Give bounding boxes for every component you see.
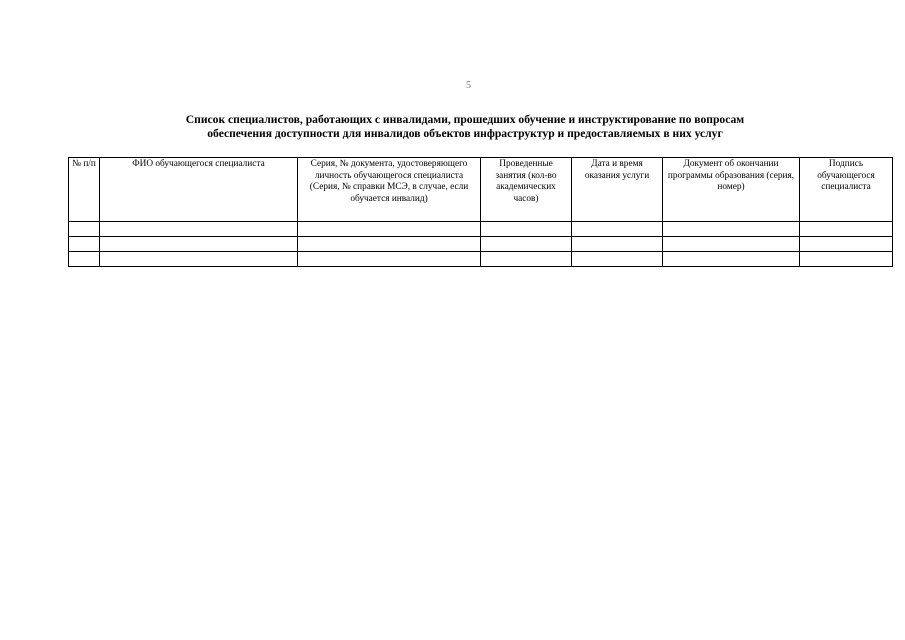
table-row [69, 237, 893, 252]
document-title-line-1: Список специалистов, работающих с инвалидами, прошедших обучение и инструктирование по вопросам [185, 113, 745, 126]
table-cell[interactable] [800, 237, 893, 252]
table-cell[interactable] [100, 222, 298, 237]
header-signature: Подпись обучающегося специалиста [800, 158, 893, 222]
table-cell[interactable] [800, 222, 893, 237]
header-name: ФИО обучающегося специалиста [100, 158, 298, 222]
table-cell[interactable] [69, 237, 100, 252]
table-cell[interactable] [100, 252, 298, 267]
table-cell[interactable] [481, 252, 572, 267]
table-cell[interactable] [298, 222, 481, 237]
header-datetime: Дата и время оказания услуги [572, 158, 663, 222]
document-title [60, 113, 870, 141]
table-cell[interactable] [663, 222, 800, 237]
table-cell[interactable] [572, 237, 663, 252]
table-cell[interactable] [298, 252, 481, 267]
table-row [69, 252, 893, 267]
specialists-table [68, 157, 893, 267]
table-cell[interactable] [69, 252, 100, 267]
header-num: № п/п [69, 158, 100, 222]
table-cell[interactable] [800, 252, 893, 267]
header-hours: Проведенные занятия (кол-во академических часов) [481, 158, 572, 222]
table-cell[interactable] [572, 222, 663, 237]
table-header-row [69, 158, 893, 222]
table-cell[interactable] [572, 252, 663, 267]
page-number: 5 [466, 80, 471, 91]
table-cell[interactable] [481, 237, 572, 252]
table-cell[interactable] [298, 237, 481, 252]
document-title-line-2: обеспечения доступности для инвалидов объектов инфраструктур и предоставляемых в них услуг [207, 127, 723, 140]
table-row [69, 222, 893, 237]
table-cell[interactable] [663, 252, 800, 267]
header-document: Серия, № документа, удостоверяющего личность обучающегося специалиста (Серия, № справки МСЭ, в случае, если обучается инвалид) [298, 158, 481, 222]
table-cell[interactable] [663, 237, 800, 252]
table-cell[interactable] [481, 222, 572, 237]
table-cell[interactable] [69, 222, 100, 237]
table-cell[interactable] [100, 237, 298, 252]
header-certificate: Документ об окончании программы образования (серия, номер) [663, 158, 800, 222]
